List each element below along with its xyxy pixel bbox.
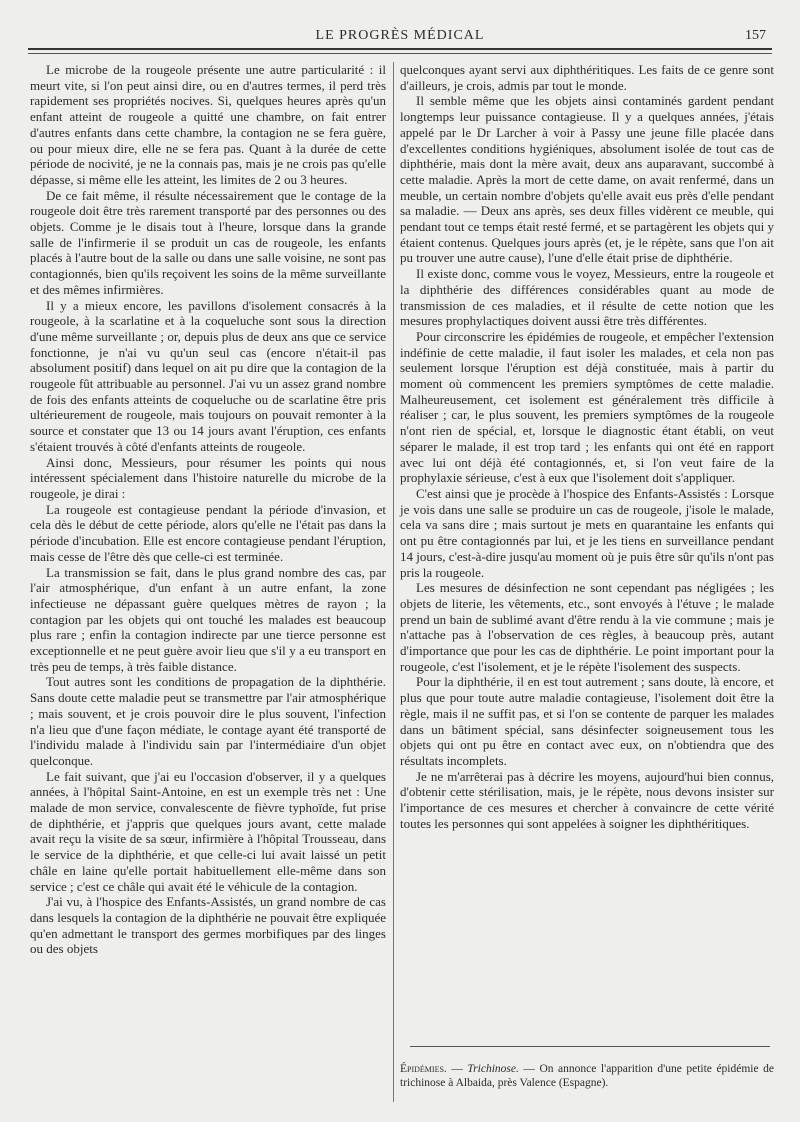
paragraph: Tout autres sont les conditions de propagation de la diphthérie. Sans doute cette maladie peut se transmettre par l'air atmosphérique ; mais souvent, et je crois pouvoir dire le plus souvent, l'infection n'a lieu que d'une façon médiate, le contage ayant été transporté de l'individu malade à l'individu sain par l'intermédiaire d'un objet quelconque. (30, 674, 386, 768)
paragraph: Le microbe de la rougeole présente une autre particularité : il meurt vite, si l'on peut ainsi dire, ou en d'autres termes, il perd très rapidement ses propriétés nocives. Si, quelques heures après qu'un enfant atteint de rougeole a quitté une chambre, on fait entrer d'autres enfants dans cette chambre, la contagion ne se fera guère, ou pour mieux dire, elle ne se fera pas. Quant à la durée de cette période de nocivité, je ne la connais pas, mais je ne crois pas qu'elle dépasse, si même elle les atteint, les limites de 2 ou 3 heures. (30, 62, 386, 187)
running-header (28, 24, 772, 48)
right-column (400, 62, 774, 1022)
note-text: — On annonce l'apparition d'une petite épidémie de trichinose à Albaida, près Valence (Espagne). (400, 1063, 774, 1089)
column-divider (393, 62, 394, 1102)
paragraph: Les mesures de désinfection ne sont cependant pas négligées ; les objets de literie, les vêtements, etc., sont envoyés à l'étuve ; le malade prend un bain de sublimé avant d'être rendu à la vie commune ; mais je n'attache pas à l'observation de ces règles, à beaucoup près, autant d'importance que pour les cas de diphthérie. Le point important pour la rougeole, c'est l'isolement, et je le répète l'isolement des suspects. (400, 580, 774, 674)
paragraph: La rougeole est contagieuse pendant la période d'invasion, et cela dès le début de cette période, alors qu'elle ne l'était pas dans la période d'incubation. Elle est encore contagieuse pendant l'éruption, mais cesse de l'être dès que celle-ci est terminée. (30, 501, 386, 564)
paragraph: J'ai vu, à l'hospice des Enfants-Assistés, un grand nombre de cas dans lesquels la contagion de la diphthérie ne pouvait être expliquée qu'en admettant le transport des germes morbifiques par des linges ou des objets (30, 894, 386, 957)
paragraph: Il existe donc, comme vous le voyez, Messieurs, entre la rougeole et la diphthérie des différences considérables quant au mode de transmission de ces maladies, et il résulte de cette notion que les mesures prophylactiques doivent aussi être très différentes. (400, 266, 774, 329)
note-dash: — (446, 1063, 468, 1075)
paragraph-continued: quelconques ayant servi aux diphthéritiques. Les faits de ce genre sont d'ailleurs, je crois, admis par tout le monde. (400, 62, 774, 93)
header-rule (28, 48, 772, 50)
notes-rule (410, 1046, 770, 1047)
note-subject: Trichinose. (467, 1063, 519, 1075)
journal-title: LE PROGRÈS MÉDICAL (315, 28, 485, 43)
news-note (400, 1062, 774, 1090)
paragraph: Pour circonscrire les épidémies de rougeole, et empêcher l'extension indéfinie de cette maladie, il faut isoler les malades, et cela non pas seulement lorsque l'éruption est déjà constituée, mais à partir du moment où commencent les premiers symptômes de cette maladie. Malheureusement, cet isolement est généralement très difficile à réaliser ; car, le plus souvent, les premiers symptômes de la rougeole n'ont rien de spécial, et, lorsque le diagnostic étant établi, on veut séparer le malade, il est trop tard ; les enfants qui ont été en rapport avec lui ont déjà été contagionnés, et, si l'on veut faire de la prophylaxie sérieuse, c'est à eux que l'isolement doit s'appliquer. (400, 328, 774, 486)
paragraph: Il semble même que les objets ainsi contaminés gardent pendant longtemps leur puissance contagieuse. Il y a quelques années, j'étais appelé par le Dr Larcher à voir à Passy une jeune fille placée dans d'excellentes conditions hygiéniques, absolument isolée de tout cas de diphthérie, mais dont la mère avait, deux ans auparavant, succombé à cette maladie. Après la mort de cette dame, on avait renfermé, dans un meuble, un certain nombre d'objets qu'elle avait eus près d'elle pendant sa maladie. — Deux ans après, ses deux filles vidèrent ce meuble, qui pendant tout ce temps était resté fermé, et se partagèrent les objets qui y étaient contenus. Quelques jours après (et, je le répète, sans que l'on ait pu trouver une autre cause), l'une d'elle était prise de diphthérie. (400, 93, 774, 266)
paragraph: Ainsi donc, Messieurs, pour résumer les points qui nous intéressent spécialement dans l'histoire naturelle du microbe de la rougeole, je dirai : (30, 454, 386, 501)
page-number: 157 (745, 28, 766, 43)
paragraph: Pour la diphthérie, il en est tout autrement ; sans doute, là encore, et plus que pour toute autre maladie contagieuse, l'isolement doit être la règle, mais il ne suffit pas, et si l'on se contente de parquer les malades dans un bâtiment spécial, sans désinfecter soigneusement tous les objets qui ont pu être en contact avec eux, on n'obtiendra que des résultats incomplets. (400, 674, 774, 768)
note-section-label: Épidémies. (400, 1063, 447, 1075)
paragraph: De ce fait même, il résulte nécessairement que le contage de la rougeole doit être très rarement transporté par des personnes ou des objets. Comme je le disais tout à l'heure, lorsque dans la grande salle de l'infirmerie il se produit un cas de rougeole, les enfants placés à l'autre bout de la salle ou dans une salle voisine, ne sont pas contagionnés, bien qu'ils reçoivent les soins de la même surveillante et des mêmes infirmières. (30, 187, 386, 297)
left-column (30, 62, 386, 1102)
paragraph: Je ne m'arrêterai pas à décrire les moyens, aujourd'hui bien connus, d'obtenir cette stérilisation, mais, je le répète, nous devons insister sur l'importance de ces mesures et chercher à convaincre de cette vérité toutes les personnes qui sont appelées à soigner les diphthéritiques. (400, 768, 774, 831)
paragraph: C'est ainsi que je procède à l'hospice des Enfants-Assistés : Lorsque je vois dans une salle se produire un cas de rougeole, j'isole le malade, cela va sans dire ; mais surtout je mets en quarantaine les enfants qui ont pu être contagionnés par lui, et je les tiens en surveillance pendant 14 jours, c'est-à-dire jusqu'au moment où je puis être sûr qu'ils n'ont pas pris la rougeole. (400, 485, 774, 580)
paragraph: Il y a mieux encore, les pavillons d'isolement consacrés à la rougeole, à la scarlatine et à la coqueluche sont sous la direction d'une même surveillante ; or, depuis plus de deux ans que ce service fonctionne, je n'ai vu qu'un seul cas (encore n'était-il pas absolument positif) dans lequel on ait pu dire que la contagion de la rougeole fût attribuable au personnel. J'ai vu un assez grand nombre de fois des enfants atteints de coqueluche ou de scarlatine être pris ultérieurement de rougeole, mais toujours on pouvait remonter à la source et constater que 13 ou 14 jours avant l'éruption, ces enfants s'étaient trouvés à côté d'enfants atteints de rougeole. (30, 297, 386, 454)
paragraph: Le fait suivant, que j'ai eu l'occasion d'observer, il y a quelques années, à l'hôpital Saint-Antoine, en est un exemple très net : Une malade de mon service, convalescente de fièvre typhoïde, fut prise de diphthérie, et j'appris que quelques jours avant, cette malade avait reçu la visite de sa sœur, infirmière à l'hôpital Trousseau, dans le service de la diphthérie, et que celle-ci lui avait laissé un petit châle en laine qu'elle portait habituellement elle-même dans son service ; c'est ce châle qui avait été le véhicule de la contagion. (30, 768, 386, 894)
paragraph: La transmission se fait, dans le plus grand nombre des cas, par l'air atmosphérique, d'un enfant à un autre enfant, la zone infectieuse ne dépassant guère quelques mètres de rayon ; la contagion par les objets qui ont touché les malades est beaucoup plus rare ; enfin la contagion indirecte par une tierce personne est exceptionnelle et ne peut guère avoir lieu que s'il y a eu transport en très peu de temps, à très faible distance. (30, 564, 386, 674)
header-rule-thin (28, 53, 772, 54)
